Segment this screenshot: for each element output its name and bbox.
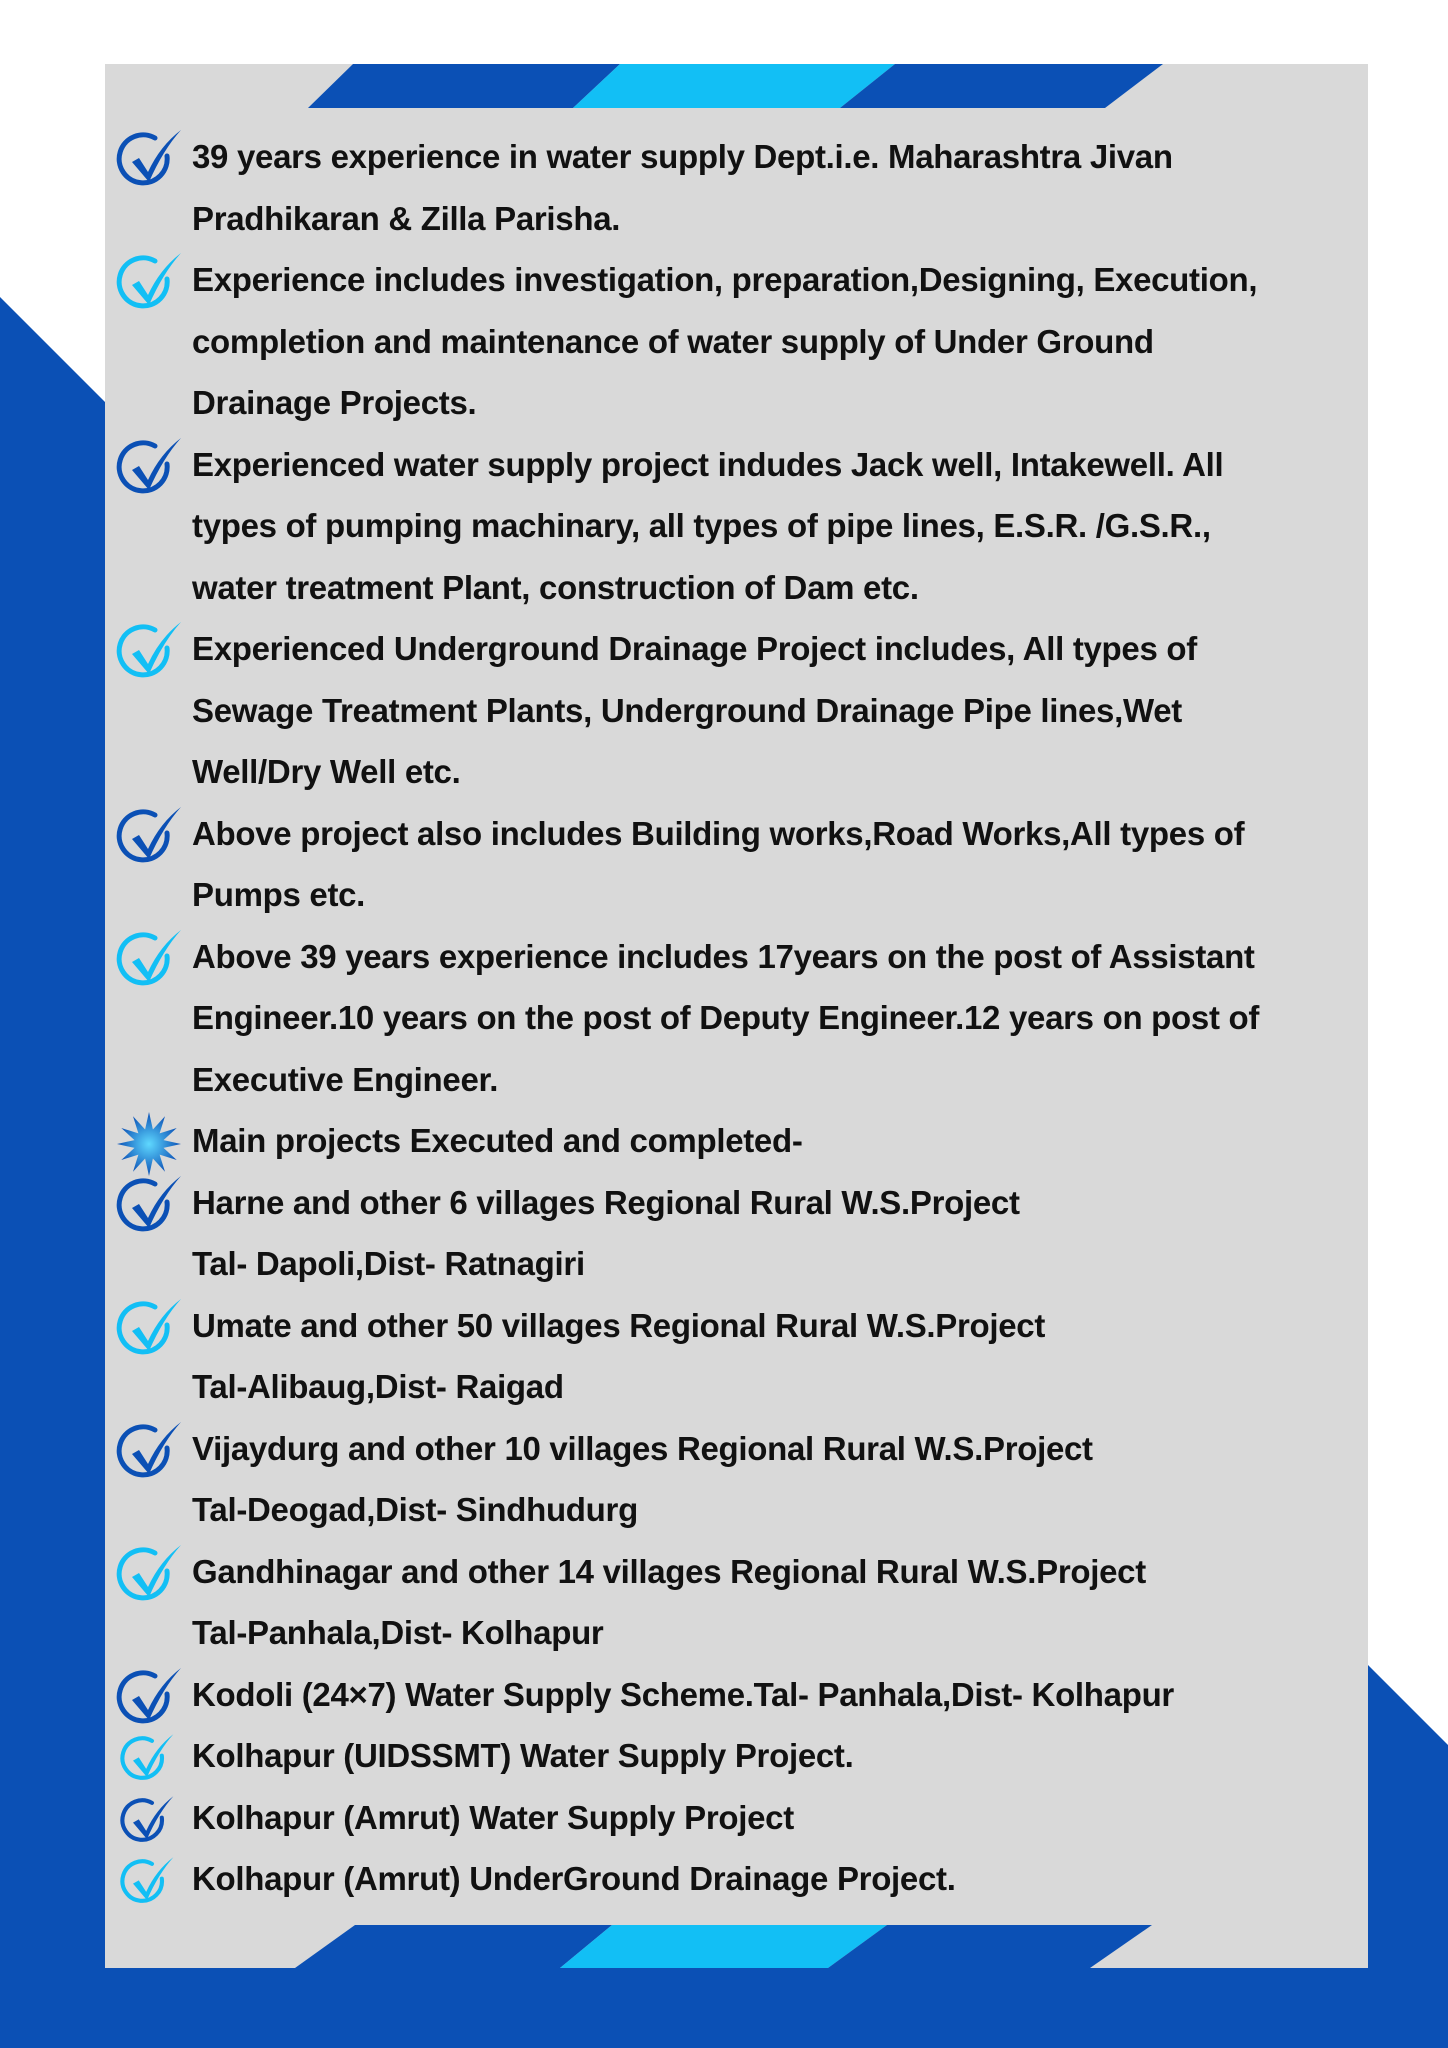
check-dark-icon (115, 803, 183, 871)
item-text-line: Experienced water supply project indudes Jack well, Intakewell. All (192, 445, 1224, 483)
item-text-line: Pradhikaran & Zilla Parisha. (192, 199, 621, 237)
check-dark-icon (115, 1418, 183, 1486)
item-text-line: Tal- Dapoli,Dist- Ratnagiri (192, 1245, 585, 1282)
item-text-line: Gandhinagar and other 14 villages Regional Rural W.S.Project (192, 1552, 1146, 1590)
list-item (105, 1725, 1368, 1787)
check-light-icon (115, 1295, 183, 1363)
item-text-line: Experienced Underground Drainage Project includes, All types of (192, 630, 1197, 667)
item-text-line: Pumps etc. (192, 876, 366, 913)
item-text-line: types of pumping machinary, all types of pipe lines, E.S.R. /G.S.R., (192, 507, 1211, 544)
item-text-line: 39 years experience in water supply Dept.i.e. Maharashtra Jivan (192, 138, 1173, 175)
item-text-line: Tal-Alibaug,Dist- Raigad (192, 1368, 564, 1405)
list-item (105, 126, 1368, 249)
item-text-line: Umate and other 50 villages Regional Rural W.S.Project (192, 1306, 1046, 1344)
item-text-line: Kolhapur (Amrut) Water Supply Project (192, 1798, 794, 1836)
item-text-line: Well/Dry Well etc. (192, 753, 461, 790)
item-text-line: Tal-Deogad,Dist- Sindhudurg (192, 1491, 638, 1528)
item-text-line: Above 39 years experience includes 17years on the post of Assistant (192, 937, 1255, 975)
list-item (105, 1787, 1368, 1849)
check-dark-icon (115, 434, 183, 502)
check-light-icon (115, 618, 183, 686)
check-light-icon (115, 1541, 183, 1609)
list-item (105, 803, 1368, 926)
item-text-line: completion and maintenance of water supply of Under Ground (192, 322, 1154, 360)
item-text-line: Kolhapur (UIDSSMT) Water Supply Project. (192, 1737, 854, 1774)
item-text-line: Vijaydurg and other 10 villages Regional Rural W.S.Project (192, 1429, 1093, 1467)
starburst-icon (115, 1110, 183, 1178)
check-dark-icon (115, 1664, 183, 1732)
item-text-line: Drainage Projects. (192, 384, 477, 421)
list-item (105, 926, 1368, 1111)
check-dark-icon (119, 1793, 175, 1849)
item-text-line: Executive Engineer. (192, 1060, 499, 1098)
item-text-line: Main projects Executed and completed- (192, 1122, 803, 1159)
list-item (105, 1418, 1368, 1541)
list-item (105, 249, 1368, 434)
item-text-line: Kodoli (24×7) Water Supply Scheme.Tal- Panhala,Dist- Kolhapur (192, 1675, 1174, 1713)
check-light-icon (115, 926, 183, 994)
list-item (105, 1295, 1368, 1418)
item-text-line: Engineer.10 years on the post of Deputy Engineer.12 years on post of (192, 999, 1260, 1036)
item-text-line: Kolhapur (Amrut) UnderGround Drainage Project. (192, 1860, 956, 1897)
check-dark-icon (115, 1172, 183, 1240)
list-item (105, 1172, 1368, 1295)
top-stripe (308, 64, 1163, 108)
bottom-blue-band (0, 1968, 1448, 2048)
item-text-line: Harne and other 6 villages Regional Rural W.S.Project (192, 1183, 1020, 1221)
check-light-icon (115, 249, 183, 317)
left-blue-band (0, 297, 105, 1968)
check-dark-icon (115, 126, 183, 194)
list-item (105, 618, 1368, 803)
bottom-stripe (295, 1925, 1152, 1968)
list-item (105, 434, 1368, 619)
check-light-icon (119, 1854, 175, 1910)
list-item (105, 1110, 1368, 1172)
list-item (105, 1664, 1368, 1726)
item-text-line: Sewage Treatment Plants, Underground Drainage Pipe lines,Wet (192, 691, 1182, 729)
item-text-line: Experience includes investigation, preparation,Designing, Execution, (192, 261, 1258, 298)
list-item (105, 1848, 1368, 1910)
check-light-icon (119, 1731, 175, 1787)
item-text-line: water treatment Plant, construction of Dam etc. (192, 568, 919, 606)
item-text-line: Above project also includes Building works,Road Works,All types of (192, 814, 1245, 852)
list-item (105, 1541, 1368, 1664)
experience-list (105, 126, 1368, 1910)
right-blue-band (1368, 1665, 1448, 1968)
item-text-line: Tal-Panhala,Dist- Kolhapur (192, 1614, 604, 1651)
